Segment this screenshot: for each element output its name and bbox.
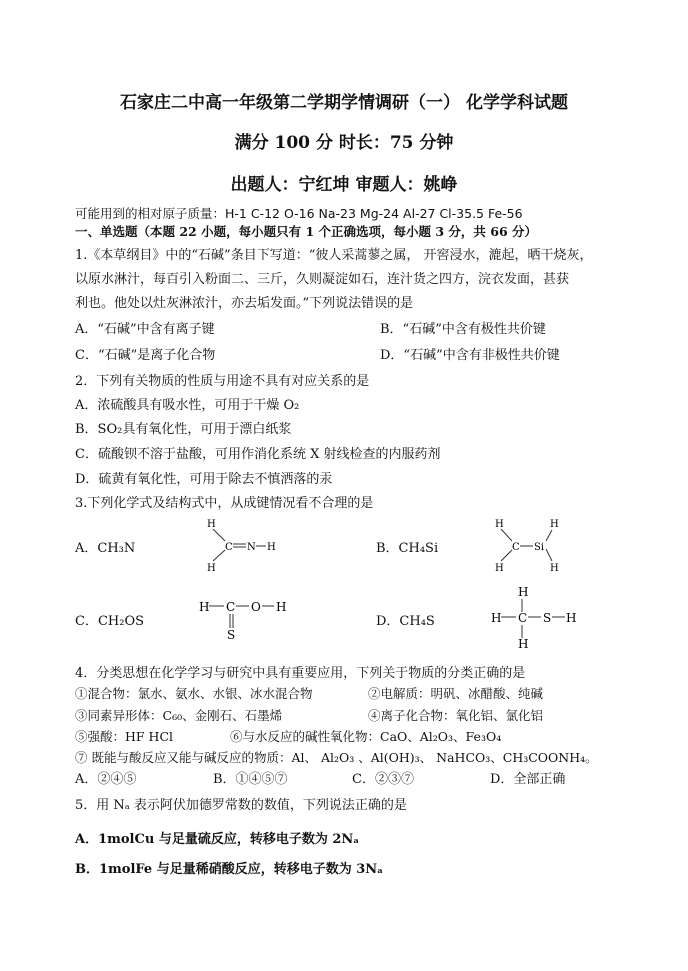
atom-o: O — [251, 600, 261, 614]
atom-h: H — [207, 519, 216, 530]
atom-h: H — [495, 563, 504, 574]
q4-stem: 4．分类思想在化学学习与研究中具有重要应用，下列关于物质的分类正确的是 — [75, 666, 526, 681]
atom-h: H — [495, 519, 504, 530]
atom-h: H — [491, 611, 502, 625]
atom-si: Si — [534, 542, 545, 553]
q1-stem-line1: 1.《本草纲目》中的“石碱”条目下写道：“彼人采蒿蓼之属， 开窖浸水，漉起，晒干烧灰， — [75, 248, 593, 263]
q2-option-c: C．硫酸钡不溶于盐酸，可用作消化系统 X 射线检查的内服药剂 — [75, 447, 441, 462]
atom-h: H — [267, 542, 276, 553]
authors-line: 出题人：宁红坤 审题人：姚峥 — [230, 175, 458, 195]
atomic-masses: 可能用到的相对原子质量：H-1 C-12 O-16 Na-23 Mg-24 Al-27 Cl-35.5 Fe-56 — [75, 206, 523, 221]
q4-option-d: D．全部正确 — [490, 772, 566, 787]
atom-c: C — [226, 600, 236, 614]
bond — [546, 530, 552, 541]
q3-stem: 3.下列化学式及结构式中，从成键情况看不合理的是 — [75, 496, 374, 511]
atom-c: C — [518, 611, 528, 625]
q3-option-a: A．CH₃N — [75, 541, 136, 556]
q4-option-a: A．②④⑤ — [75, 772, 137, 787]
q2-stem: 2．下列有关物质的性质与用途不具有对应关系的是 — [75, 374, 370, 389]
q5-stem: 5．用 Nₐ 表示阿伏加德罗常数的数值，下列说法正确的是 — [75, 798, 407, 813]
bond — [501, 550, 512, 561]
atom-h: H — [518, 585, 529, 599]
score-time-line: 满分 100 分 时长：75 分钟 — [234, 133, 454, 153]
q4-item-3: ③同素异形体：C₆₀、金刚石、石墨烯 — [75, 708, 283, 723]
atom-h: H — [550, 563, 559, 574]
q1-option-a: A．“石碱”中含有离子键 — [75, 322, 215, 337]
bond — [213, 529, 225, 541]
q3-option-b: B．CH₄Si — [376, 541, 439, 556]
atom-h: H — [207, 563, 216, 574]
q1-option-b: B．“石碱”中含有极性共价键 — [380, 322, 546, 337]
q3-option-d: D．CH₄S — [376, 614, 435, 629]
q2-option-d: D．硫黄有氧化性，可用于除去不慎洒落的汞 — [75, 472, 333, 487]
q1-stem-line2: 以原水淋汁，每百引入粉面二、三斤，久则凝淀如石，连汁货之四方，浣衣发面，甚获 — [75, 272, 570, 287]
q4-item-2: ②电解质：明矾、冰醋酸、纯碱 — [368, 686, 544, 701]
atom-s: S — [227, 628, 236, 642]
bond — [546, 549, 552, 561]
atom-h: H — [518, 637, 529, 651]
structure-ch4si — [492, 515, 572, 575]
atom-c: C — [512, 542, 520, 553]
atom-c: C — [225, 542, 233, 553]
q1-option-c: C．“石碱”是离子化合物 — [75, 348, 216, 363]
section-heading: 一、单选题（本题 22 小题，每小题只有 1 个正确选项，每小题 3 分，共 66 分） — [75, 224, 538, 239]
q4-item-6: ⑥与水反应的碱性氧化物：CaO、Al₂O₃、Fe₃O₄ — [230, 729, 502, 744]
q4-item-7: ⑦ 既能与酸反应又能与碱反应的物质：Al、 Al₂O₃ 、Al(OH)₃、 NaHCO₃、CH₃COONH₄。 — [75, 750, 598, 765]
atom-s: S — [543, 611, 552, 625]
q1-stem-line3: 利也。他处以灶灰淋浓汁，亦去垢发面。”下列说法错误的是 — [75, 296, 414, 311]
q2-option-a: A．浓硫酸具有吸水性，可用于干燥 O₂ — [75, 398, 300, 413]
q4-item-1: ①混合物：氯水、氨水、水银、冰水混合物 — [75, 686, 313, 701]
atom-h: H — [550, 519, 559, 530]
structure-ch4s — [488, 584, 588, 654]
q5-option-b: B．1molFe 与足量稀硝酸反应，转移电子数为 3Nₐ — [75, 862, 384, 877]
q2-option-b: B．SO₂具有氧化性，可用于漂白纸浆 — [75, 422, 292, 437]
structure-ch2os — [196, 592, 296, 642]
atom-n: N — [247, 542, 256, 553]
q4-option-c: C．②③⑦ — [352, 772, 414, 787]
q1-option-d: D．“石碱”中含有非极性共价键 — [380, 348, 560, 363]
structure-ch3n — [195, 515, 295, 575]
atom-h: H — [199, 600, 210, 614]
q4-item-4: ④离子化合物：氧化铝、氯化铝 — [368, 708, 544, 723]
bond — [501, 529, 512, 541]
q4-option-b: B．①④⑤⑦ — [213, 772, 288, 787]
q5-option-a: A．1molCu 与足量硫反应，转移电子数为 2Nₐ — [75, 832, 360, 847]
bond — [213, 550, 225, 561]
atom-h: H — [276, 600, 287, 614]
page-title: 石家庄二中高一年级第二学期学情调研（一） 化学学科试题 — [120, 93, 568, 113]
q3-option-c: C．CH₂OS — [75, 614, 145, 629]
q4-item-5: ⑤强酸：HF HCl — [75, 729, 174, 744]
atom-h: H — [566, 611, 577, 625]
